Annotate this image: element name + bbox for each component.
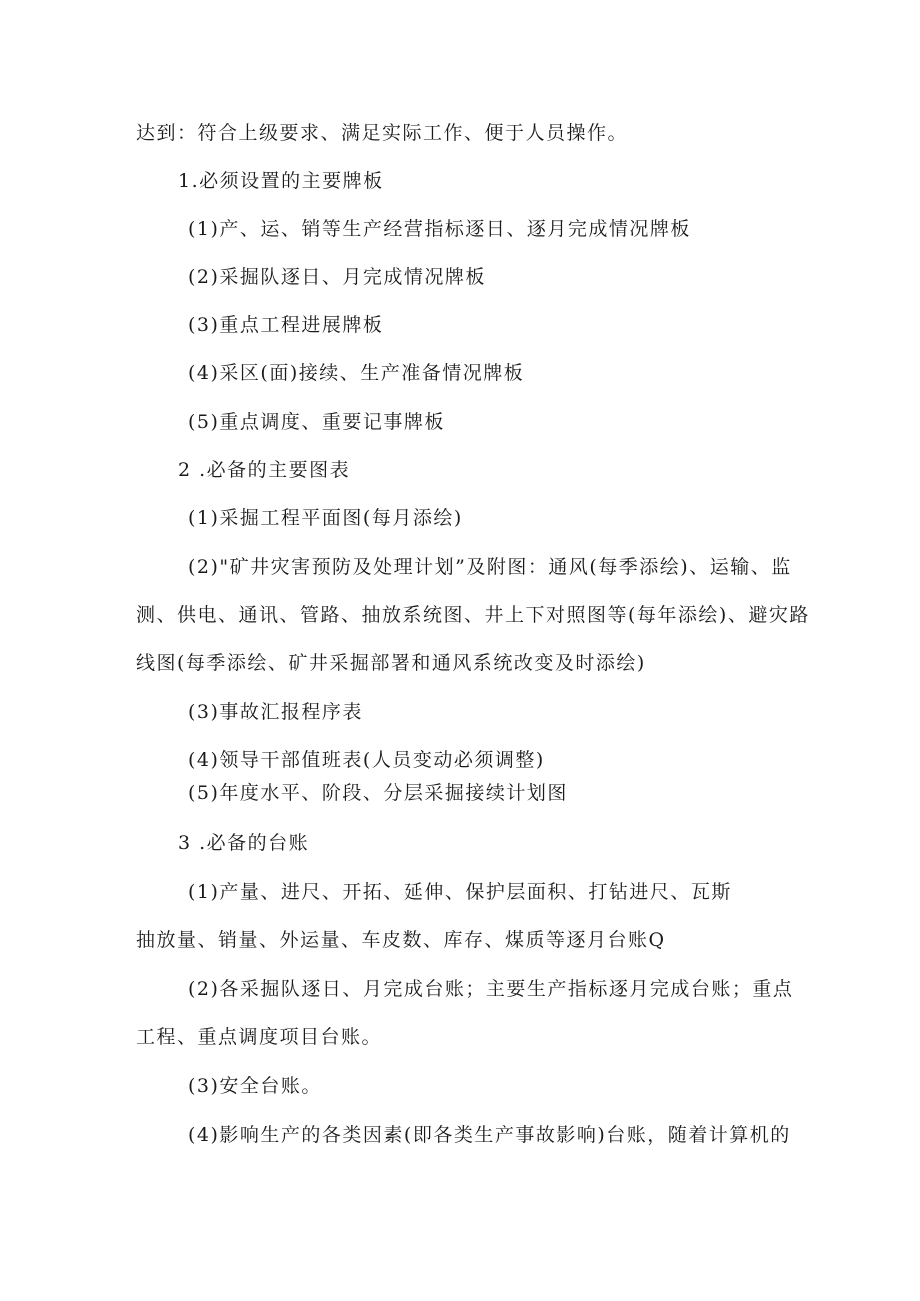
list-item-3-2: (2)各采掘队逐日、月完成台账；主要生产指标逐月完成台账；重点 [188,978,794,1000]
list-item-1-2: (2)采掘队逐日、月完成情况牌板 [188,266,486,288]
list-item-2-3: (3)事故汇报程序表 [188,701,363,723]
list-item-3-3: (3)安全台账。 [188,1075,322,1097]
list-item-1-5: (5)重点调度、重要记事牌板 [188,411,445,433]
list-item-1-4: (4)采区(面)接续、生产准备情况牌板 [188,362,525,384]
list-item-2-2-cont-2: 线图(每季添绘、矿井采掘部署和通风系统改变及时添绘) [136,652,646,674]
list-item-2-1: (1)采掘工程平面图(每月添绘) [188,507,463,529]
list-item-2-5: (5)年度水平、阶段、分层采掘接续计划图 [188,782,568,804]
list-item-3-2-cont: 工程、重点调度项目台账。 [136,1026,383,1048]
heading-1: 1.必须设置的主要牌板 [178,170,384,192]
heading-2: 2 .必备的主要图表 [178,459,351,481]
text-line-intro: 达到：符合上级要求、满足实际工作、便于人员操作。 [136,122,629,144]
list-item-3-1-cont: 抽放量、销量、外运量、车皮数、库存、煤质等逐月台账Q [136,929,666,951]
list-item-2-4: (4)领导干部值班表(人员变动必须调整) [188,749,545,771]
list-item-3-1: (1)产量、进尺、开拓、延伸、保护层面积、打钻进尺、瓦斯 [188,881,732,903]
list-item-1-1: (1)产、运、销等生产经营指标逐日、逐月完成情况牌板 [188,218,691,240]
list-item-1-3: (3)重点工程进展牌板 [188,314,384,336]
heading-3: 3 .必备的台账 [178,832,310,854]
list-item-3-4: (4)影响生产的各类因素(即各类生产事故影响)台账，随着计算机的 [188,1124,791,1146]
list-item-2-2-cont-1: 测、供电、通讯、管路、抽放系统图、井上下对照图等(每年添绘)、避灾路 [136,604,810,626]
list-item-2-2: (2)"矿井灾害预防及处理计划”及附图：通风(每季添绘)、运输、监 [188,556,792,578]
